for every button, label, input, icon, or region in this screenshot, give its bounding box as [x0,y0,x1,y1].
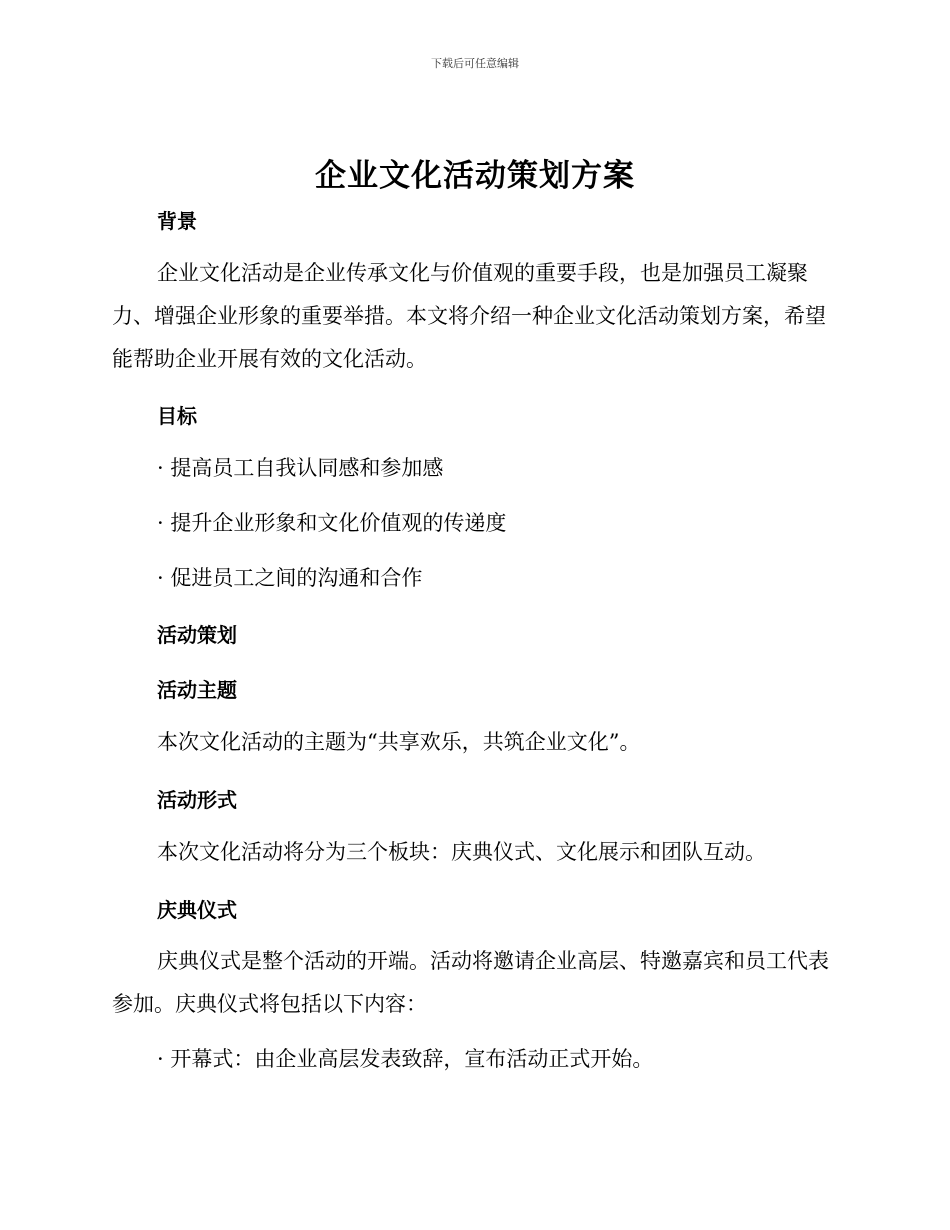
ceremony-paragraph: 庆典仪式是整个活动的开端。活动将邀请企业高层、特邀嘉宾和员工代表参加。庆典仪式将包括以下内容： [112,949,829,1016]
header-note: 下载后可任意编辑 [431,57,519,70]
ceremony-item-1: · 开幕式：由企业高层发表致辞，宣布活动正式开始。 [157,1047,654,1071]
goal-item-2: · 提升企业形象和文化价值观的传递度 [157,511,507,535]
planning-heading: 活动策划 [157,623,237,647]
background-heading: 背景 [157,209,197,233]
theme-heading: 活动主题 [157,678,237,702]
ceremony-heading: 庆典仪式 [157,898,237,922]
theme-paragraph: 本次文化活动的主题为“共享欢乐，共筑企业文化”。 [157,730,641,754]
format-heading: 活动形式 [157,788,237,812]
goals-heading: 目标 [157,404,197,428]
goal-item-3: · 促进员工之间的沟通和合作 [157,566,423,590]
format-paragraph: 本次文化活动将分为三个板块：庆典仪式、文化展示和团队互动。 [157,840,766,864]
background-paragraph: 企业文化活动是企业传承文化与价值观的重要手段，也是加强员工凝聚力、增强企业形象的重要举措。本文将介绍一种企业文化活动策划方案，希望能帮助企业开展有效的文化活动。 [112,261,826,371]
document-title: 企业文化活动策划方案 [315,158,635,194]
goal-item-1: · 提高员工自我认同感和参加感 [157,456,444,480]
